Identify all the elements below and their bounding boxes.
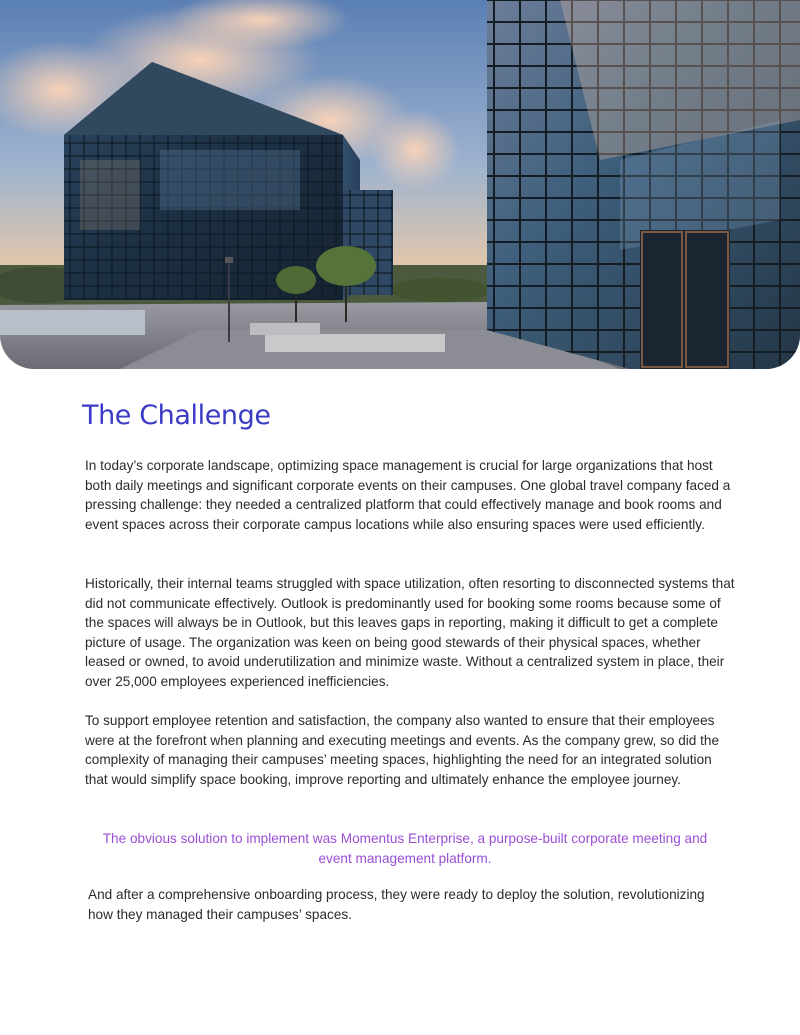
section-title: The Challenge xyxy=(82,400,271,431)
body-paragraph: To support employee retention and satisfaction, the company also wanted to ensure that their employees were at the forefront when planning and executing meetings and events. As the company grew, so did the complexity of managing their campuses’ meeting spaces, highlighting the need for an integrated solution that would simplify space booking, improve reporting and ultimately enhance the employee journey. xyxy=(85,713,720,787)
highlight-quote: The obvious solution to implement was Momentus Enterprise, a purpose-built corporate meeting and event management platform. xyxy=(102,831,708,866)
body-paragraph: In today’s corporate landscape, optimizing space management is crucial for large organizations that host both daily meetings and significant corporate events on their campuses. One global travel company faced a pressing challenge: they needed a centralized platform that could effectively manage and book rooms and event spaces across their corporate campus locations while also ensuring spaces were used efficiently. xyxy=(85,458,731,532)
office-buildings-photo-icon xyxy=(0,0,800,369)
closing-paragraph: And after a comprehensive onboarding process, they were ready to deploy the solution, revolutionizing how they managed their campuses’ spaces. xyxy=(88,887,705,922)
hero-image xyxy=(0,0,800,369)
body-paragraph: Historically, their internal teams struggled with space utilization, often resorting to disconnected systems that did not communicate effectively. Outlook is predominantly used for booking some rooms because some of the spaces will always be in Outlook, but this leaves gaps in reporting, making it difficult to get a complete picture of usage. The organization was keen on being good stewards of their physical spaces, whether leased or owned, to avoid underutilization and minimize waste. Without a centralized system in place, their over 25,000 employees experienced inefficiencies. xyxy=(85,576,735,689)
